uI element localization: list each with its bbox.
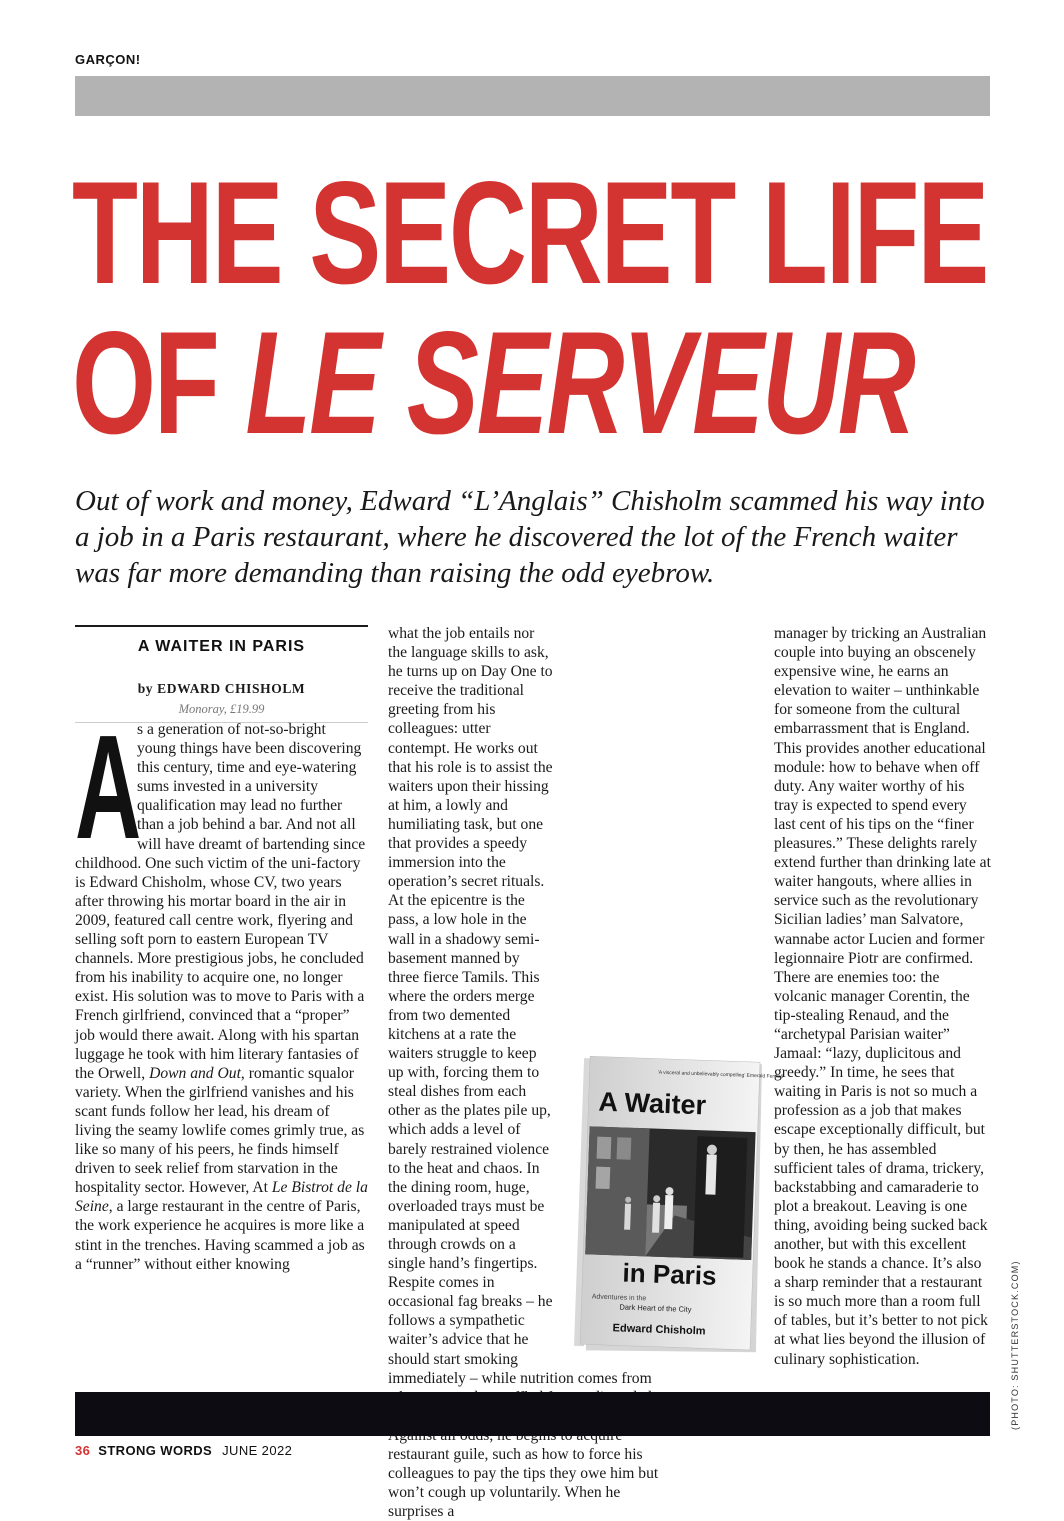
standfirst: Out of work and money, Edward “L’Anglais” Chisholm scammed his way into a job in a Paris restaurant, where he discovered the lot of the French waiter was far more demanding than raising the odd eyebrow. — [75, 485, 985, 589]
book-cover-title-bottom: in Paris — [622, 1257, 718, 1291]
review-publisher-price: Monoray, £19.99 — [178, 702, 265, 716]
section-label: GARÇON! — [75, 52, 141, 67]
book-reference-down-and-out: Down and Out — [149, 1064, 241, 1082]
review-top-rule — [75, 625, 368, 627]
book-cover-photo — [585, 1126, 755, 1260]
footer-black-bar — [75, 1392, 990, 1436]
column-3-text: manager by tricking an Australian couple into buying an obscenely expensive wine, he earns an elevation to waiter – unthinkable for someone from the cultural embarrassment that is England. This provides another educational module: how to behave when off duty. Any waiter worthy of his tray is expected to spend every last cent of his tips on the “finer pleasures.” These delights rarely extend further than drinking late at waiter hangouts, where allies in service such as the revolutionary Sicilian ladies’ man Salvatore, wannabe actor Lucien and former legionnaire Piotr are confirmed. There are enemies too: the volcanic manager Corentin, the tip-stealing Renaud, and the “archetypal Parisian waiter” Jamaal: “lazy, duplicitous and greedy.” In time, he sees that waiting in Paris is not so much a profession as a job that makes escape exceptionally difficult, but by then, he has assembled sufficient tales of drama, trickery, backstabbing and camaraderie to plot a breakout. Leaving is one thing, avoiding being sucked back another, but with this excellent book he stands a chance. It’s also a sharp reminder that a restaurant is so much more than a room full of tables, but it’s better to not pick at what lies beyond the illusion of culinary sophistication. — [774, 625, 991, 1368]
headline — [72, 151, 988, 464]
magazine-name: STRONG WORDS — [98, 1443, 213, 1458]
book-cover-subtitle-1: Adventures in the — [591, 1293, 647, 1303]
book-cover-title-top: A Waiter — [598, 1086, 707, 1121]
review-book-title: A WAITER IN PARIS — [137, 638, 306, 655]
book-cover-image — [565, 1055, 784, 1355]
page-footer — [75, 1443, 292, 1458]
photo-credit: (PHOTO: SHUTTERSTOCK.COM) — [1010, 1260, 1020, 1430]
drop-cap: A — [75, 705, 142, 870]
headline-line-2-plain: OF — [72, 301, 246, 464]
restaurant-name: Le Bistrot de la Seine — [75, 1179, 368, 1216]
column-1-text: s a generation of not-so-bright young things have been discovering this century, time and eye-watering sums invested in a university qualification may lead no further than a job behind a bar. And not all will have dreamt of bartending since childhood. One such victim of the uni-factory is Edward Chisholm, whose CV, two years after throwing his mortar board in the air in 2009, featured call centre work, flyering and selling soft porn to eastern European TV channels. More prestigious jobs, he concluded from his inability to acquire one, no longer exist. His solution was to move to Paris with a French girlfriend, convinced that a “proper” job would there await. Along with his spartan luggage he took with him literary fantasies of the Orwell, Down and Out, romantic squalor variety. When the girlfriend vanishes and his scant funds follow her lead, his dream of living the seamy lowlife comes grimly true, as like so many of his peers, he finds himself driven to seek relief from starvation in the hospitality sector. However, At Le Bistrot de la Seine, a large restaurant in the centre of Paris, the work experience he acquires is more like a stint in the trenches. Having scammed a job as a “runner” without either knowing — [75, 721, 368, 1273]
headline-line-2 — [72, 301, 914, 464]
headline-line-2-italic: LE SERVEUR — [245, 301, 914, 464]
page-number: 36 — [75, 1443, 91, 1458]
book-cover-subtitle-2: Dark Heart of the City — [619, 1302, 692, 1314]
issue-date: JUNE 2022 — [222, 1443, 293, 1458]
book-cover-quote: ‘A visceral and unbelievably compelling’ Emerald Fennell — [657, 1069, 784, 1081]
headline-line-1: THE SECRET LIFE — [72, 151, 988, 314]
column-2-text: what the job entails nor the language skills to ask, he turns up on Day One to receive the traditional greeting from his colleagues: utter contempt. He works out that his role is to assist the waiters upon their hissing at him, a lowly and humiliating task, but one that provides a speedy immersion into the operation’s secret rituals. At the epicentre is the pass, a low hole in the wall in a shadowy semi- basement manned by three fierce Tamils. This where the orders merge from two demented kitchens at a rate the waiters struggle to keep up with, forcing them to steal dishes from each other as the plates pile up, which adds a level of barely restrained violence to the heat and chaos. In the dining room, huge, overloaded trays must be manipulated at speed through crowds on a single hand’s fingertips. Respite comes in occasional fag breaks – he follows a sympathetic waiter’s advice that he should start smoking immediately – while nutrition comes from restaurant guile, such as how to force his colleagues to pay the tips they owe him but won’t cough up voluntarily. When he surprises a — [388, 625, 659, 1521]
header-grey-bar — [75, 76, 990, 116]
book-cover-author: Edward Chisholm — [612, 1322, 706, 1338]
review-byline: by EDWARD CHISHOLM — [137, 681, 306, 696]
